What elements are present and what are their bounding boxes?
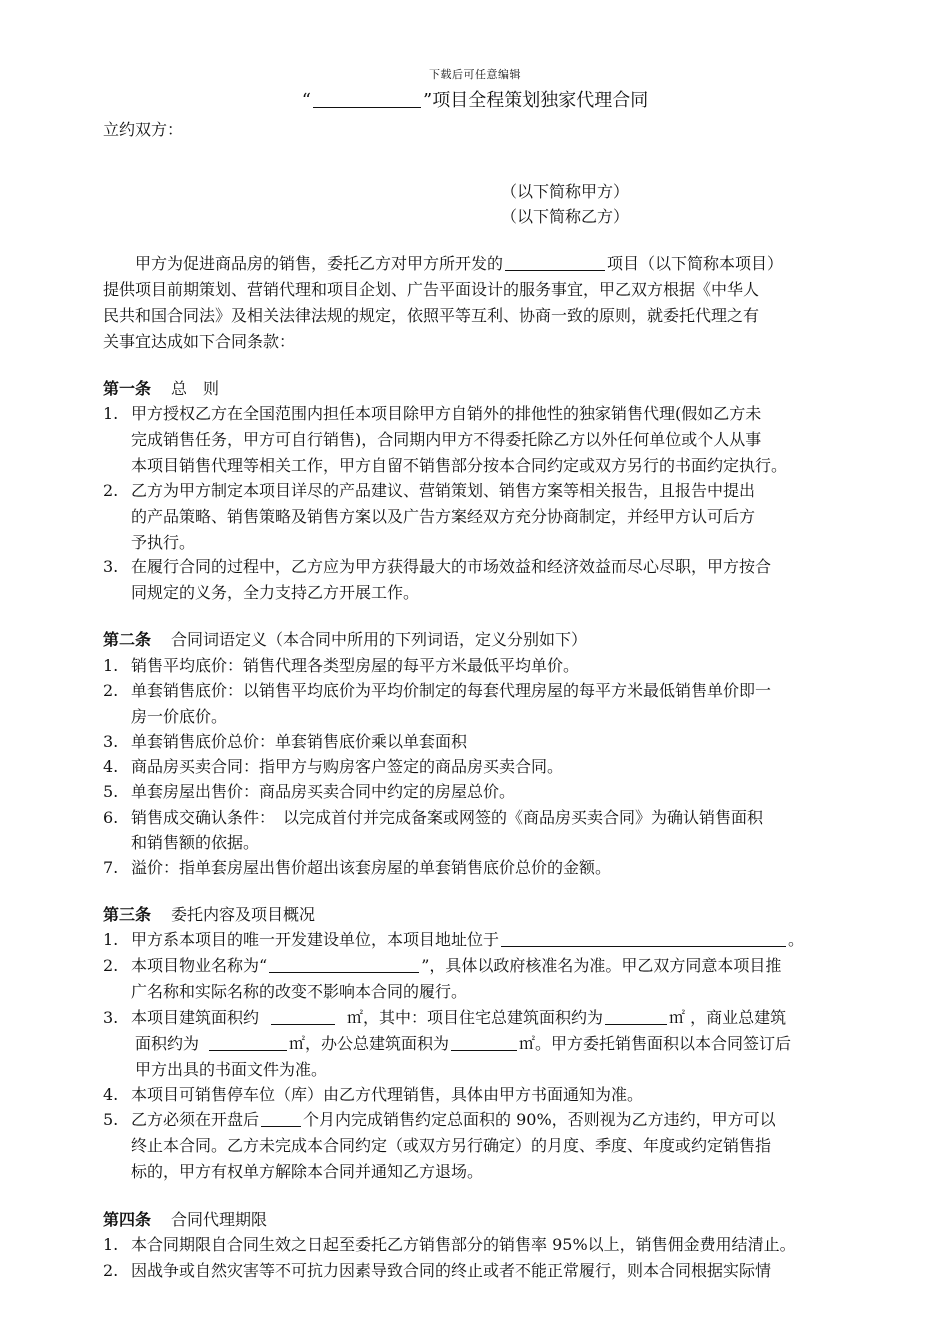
list-item: 同规定的义务，全力支持乙方开展工作。 <box>131 583 420 602</box>
list-item: 广名称和实际名称的改变不影响本合同的履行。 <box>131 982 468 1001</box>
preamble-line: 甲方为促进商品房的销售，委托乙方对甲方所开发的 项目（以下简称本项目） <box>135 254 784 273</box>
list-item: 面积约为 ㎡，办公总建筑面积为 ㎡。甲方委托销售面积以本合同签订后 <box>135 1034 792 1053</box>
list-item: 完成销售任务，甲方可自行销售)，合同期内甲方不得委托除乙方以外任何单位或个人从事 <box>131 430 762 449</box>
preamble-line: 关事宜达成如下合同条款： <box>103 332 296 351</box>
list-item: 销售平均底价：销售代理各类型房屋的每平方米最低平均单价。 <box>131 656 580 675</box>
list-item: 标的，甲方有权单方解除本合同并通知乙方退场。 <box>131 1162 484 1181</box>
article-4-heading: 第四条 合同代理期限 <box>103 1210 268 1229</box>
residential-area-blank <box>605 1009 667 1025</box>
list-item: 乙方为甲方制定本项目详尽的产品建议、营销策划、销售方案等相关报告，且报告中提出 <box>131 481 756 500</box>
list-item: 单套销售底价总价：单套销售底价乘以单套面积 <box>131 732 468 751</box>
list-item: 本合同期限自合同生效之日起至委托乙方销售部分的销售率 95%以上，销售佣金费用结清止。 <box>131 1235 796 1254</box>
list-item: 和销售额的依据。 <box>131 833 260 852</box>
watermark-text: 下载后可任意编辑 <box>429 68 521 81</box>
list-item: 房一价底价。 <box>131 707 228 726</box>
property-name-blank <box>269 957 419 973</box>
list-item: 甲方系本项目的唯一开发建设单位，本项目地址位于 。 <box>131 930 805 949</box>
list-item: 销售成交确认条件： 以完成首付并完成备案或网签的《商品房买卖合同》为确认销售面积 <box>131 808 764 827</box>
document-page: 下载后可任意编辑 “ ”项目全程策划独家代理合同 立约双方： （以下简称甲方） （以下简称乙方） 甲方为促进商品房的销售，委托乙方对甲方所开发的 项目（以下简称本项目） 提供项目前期策划、营销代理和项目企划、广告平面设计的服务事宜，甲乙双方根据《中华人 民共和国合同法》及相关法律法规的规定，依照平等互利、协商一致的原则，就委托代理之有 关事宜达成如下合同条款： 第一条 总 则 1. 甲方授权乙方在全国范围内担任本项目除甲方自销外的排他性的独家销售代理(假如乙方未 完成销售任务，甲方可自行销售)，合同期内甲方不得委托除乙方以外任何单位或个人从事 本项目销售代理等相关工作，甲方自留不销售部分按本合同约定或双方另行的书面约定执行。 2. 乙方为甲方制定本项目详尽的产品建议、营销策划、销售方案等相关报告，且报告中提出 的产品策略、销售策略及销售方案以及广告方案经双方充分协商制定，并经甲方认可后方 予执行。 3. 在履行合同的过程中，乙方应为甲方获得最大的市场效益和经济效益而尽心尽职，甲方按合 同规定的义务，全力支持乙方开展工作。 第二条 合同词语定义（本合同中所用的下列词语，定义分别如下） 1. 销售平均底价：销售代理各类型房屋的每平方米最低平均单价。 2. 单套销售底价：以销售平均底价为平均价制定的每套代理房屋的每平方米最低销售单价即一 房一价底价。 3. 单套销售底价总价：单套销售底价乘以单套面积 4. 商品房买卖合同：指甲方与购房客户签定的商品房买卖合同。 5. 单套房屋出售价：商品房买卖合同中约定的房屋总价。 6. 销售成交确认条件： 以完成首付并完成备案或网签的《商品房买卖合同》为确认销售面积 和销售额的依据。 7. 溢价：指单套房屋出售价超出该套房屋的单套销售底价总价的金额。 第三条 委托内容及项目概况 1. 甲方系本项目的唯一开发建设单位，本项目地址位于 。 2. 本项目物业名称为“ ”，具体以政府核准名为准。甲乙双方同意本项目推 广名称和实际名称的改变不影响本合同的履行。 3. 本项目建筑面积约 ㎡，其中：项目住宅总建筑面积约为 ㎡ ，商业总建筑 面积约为 ㎡，办公总建筑面积为 ㎡。甲方委托销售面积以本合同签订后 甲方出具的书面文件为准。 4. 本项目可销售停车位（库）由乙方代理销售，具体由甲方书面通知为准。 5. 乙方必须在开盘后 个月内完成销售约定总面积的 90%，否则视为乙方违约，甲方可以 终止本合同。乙方未完成本合同约定（或双方另行确定）的月度、季度、年度或约定销售指 标的，甲方有权单方解除本合同并通知乙方退场。 第四条 合同代理期限 1. 本合同期限自合同生效之日起至委托乙方销售部分的销售率 95%以上，销售佣金费用结清止。 2. 因战争或自然灾害等不可抗力因素导致合同的终止或者不能正常履行，则本合同根据实际情 <box>0 0 950 1344</box>
list-item: 单套销售底价：以销售平均底价为平均价制定的每套代理房屋的每平方米最低销售单价即一 <box>131 681 772 700</box>
list-item: 乙方必须在开盘后 个月内完成销售约定总面积的 90%，否则视为乙方违约，甲方可以 <box>131 1110 776 1129</box>
list-item: 予执行。 <box>131 533 196 552</box>
commercial-area-blank <box>209 1035 287 1051</box>
article-3-heading: 第三条 委托内容及项目概况 <box>103 905 316 924</box>
list-item: 单套房屋出售价：商品房买卖合同中约定的房屋总价。 <box>131 782 516 801</box>
project-name-blank <box>313 92 421 108</box>
project-blank <box>505 255 605 271</box>
preamble-line: 民共和国合同法》及相关法律法规的规定，依照平等互利、协商一致的原则，就委托代理之有 <box>103 306 760 325</box>
list-item: 在履行合同的过程中，乙方应为甲方获得最大的市场效益和经济效益而尽心尽职，甲方按合 <box>131 557 772 576</box>
list-item: 溢价：指单套房屋出售价超出该套房屋的单套销售底价总价的金额。 <box>131 858 612 877</box>
list-item: 本项目销售代理等相关工作，甲方自留不销售部分按本合同约定或双方另行的书面约定执行。 <box>131 456 788 475</box>
months-blank <box>261 1111 301 1127</box>
office-area-blank <box>451 1035 517 1051</box>
list-item: 本项目可销售停车位（库）由乙方代理销售，具体由甲方书面通知为准。 <box>131 1085 644 1104</box>
list-item: 本项目物业名称为“ ”，具体以政府核准名为准。甲乙双方同意本项目推 <box>131 956 782 975</box>
address-blank <box>501 931 786 947</box>
preamble-line: 提供项目前期策划、营销代理和项目企划、广告平面设计的服务事宜，甲乙双方根据《中华人 <box>103 280 760 299</box>
article-2-heading: 第二条 合同词语定义（本合同中所用的下列词语，定义分别如下） <box>103 630 588 649</box>
party-b-note: （以下简称乙方） <box>500 207 629 226</box>
list-item: 的产品策略、销售策略及销售方案以及广告方案经双方充分协商制定，并经甲方认可后方 <box>131 507 756 526</box>
list-item: 甲方授权乙方在全国范围内担任本项目除甲方自销外的排他性的独家销售代理(假如乙方未 <box>131 404 762 423</box>
party-a-note: （以下简称甲方） <box>500 182 629 201</box>
list-item: 甲方出具的书面文件为准。 <box>135 1060 328 1079</box>
list-item: 本项目建筑面积约 ㎡，其中：项目住宅总建筑面积约为 ㎡ ，商业总建筑 <box>131 1008 787 1027</box>
list-item: 商品房买卖合同：指甲方与购房客户签定的商品房买卖合同。 <box>131 757 564 776</box>
list-item: 因战争或自然灾害等不可抗力因素导致合同的终止或者不能正常履行，则本合同根据实际情 <box>131 1261 772 1280</box>
area-blank <box>271 1009 335 1025</box>
page-title: “ ”项目全程策划独家代理合同 <box>301 90 649 111</box>
parties-intro: 立约双方： <box>103 120 184 139</box>
list-item: 终止本合同。乙方未完成本合同约定（或双方另行确定）的月度、季度、年度或约定销售指 <box>131 1136 772 1155</box>
article-1-heading: 第一条 总 则 <box>103 379 220 398</box>
